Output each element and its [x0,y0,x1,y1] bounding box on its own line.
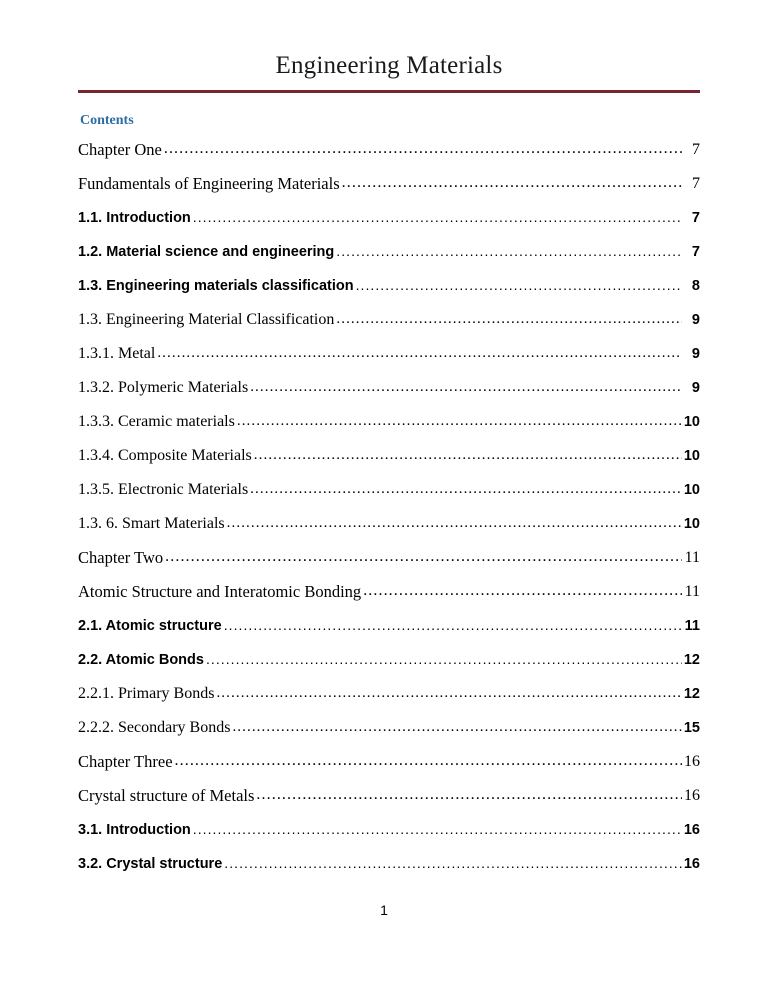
toc-entry[interactable] [78,711,700,745]
toc-entry-label: Chapter One [78,140,162,159]
toc-leader-dots [224,609,682,643]
toc-entry-label: 1.3.1. Metal [78,345,156,362]
toc-entry[interactable] [78,779,700,813]
toc-entry[interactable] [78,405,700,439]
toc-entry-page: 7 [692,141,700,158]
toc-entry[interactable] [78,303,700,337]
toc-entry[interactable] [78,473,700,507]
toc-leader-dots [224,847,682,881]
toc-leader-dots [256,779,682,813]
toc-entry-page: 16 [683,822,700,838]
toc-entry-page: 7 [691,210,700,226]
toc-entry[interactable] [78,337,700,371]
toc-entry[interactable] [78,609,700,643]
toc-leader-dots [206,643,682,677]
toc-entry[interactable] [78,133,700,167]
toc-entry-page: 11 [684,583,700,600]
toc-entry-page: 12 [683,652,700,668]
toc-leader-dots [336,235,682,269]
toc-entry[interactable] [78,643,700,677]
toc-entry[interactable] [78,575,700,609]
toc-leader-dots [254,439,682,473]
toc-leader-dots [363,575,682,609]
toc-leader-dots [175,745,682,779]
toc-entry-page: 11 [684,549,700,566]
toc-entry[interactable] [78,201,700,235]
toc-entry-label: 1.3. Engineering materials classification [78,278,354,294]
toc-leader-dots [193,813,682,847]
toc-entry-page: 16 [683,856,700,872]
toc-entry-label: 1.3. 6. Smart Materials [78,515,225,532]
toc-leader-dots [232,711,681,745]
toc-entry-page: 10 [683,516,700,532]
toc-leader-dots [157,337,682,371]
toc-entry-page: 7 [691,244,700,260]
toc-entry[interactable] [78,847,700,881]
toc-leader-dots [193,201,682,235]
toc-entry-page: 16 [684,753,700,770]
toc-entry-page: 9 [691,346,700,362]
toc-leader-dots [227,507,682,541]
toc-entry-label: 2.2. Atomic Bonds [78,652,204,668]
toc-entry-label: 2.2.2. Secondary Bonds [78,719,231,736]
toc-entry-label: Atomic Structure and Interatomic Bonding [78,582,362,601]
toc-entry-page: 16 [684,787,700,804]
toc-entry-label: 1.3.2. Polymeric Materials [78,379,249,396]
toc-entry[interactable] [78,677,700,711]
page-number: 1 [380,902,388,918]
toc-entry-label: 3.2. Crystal structure [78,856,223,872]
toc-entry-page: 10 [683,448,700,464]
toc-entry[interactable] [78,269,700,303]
toc-entry-page: 9 [691,312,700,328]
toc-entry-label: 3.1. Introduction [78,822,191,838]
page-title: Engineering Materials [275,52,503,79]
toc-entry-label: Chapter Two [78,548,164,567]
toc-entry-page: 8 [691,278,700,294]
toc-entry-label: Fundamentals of Engineering Materials [78,174,340,193]
toc-leader-dots [165,541,682,575]
toc-entry-label: 1.3.4. Composite Materials [78,447,252,464]
toc-leader-dots [336,303,682,337]
title-divider [78,90,700,93]
toc-entry[interactable] [78,235,700,269]
toc-entry-label: Chapter Three [78,752,173,771]
toc-leader-dots [250,473,682,507]
toc-leader-dots [356,269,682,303]
toc-leader-dots [216,677,681,711]
table-of-contents [78,133,700,881]
toc-entry-page: 11 [684,618,700,634]
toc-entry-page: 7 [692,175,700,192]
toc-entry-page: 15 [683,720,700,736]
toc-entry[interactable] [78,541,700,575]
toc-entry-label: 1.3.3. Ceramic materials [78,413,235,430]
toc-entry-page: 10 [683,414,700,430]
toc-entry[interactable] [78,439,700,473]
toc-entry-page: 9 [691,380,700,396]
contents-heading: Contents [80,113,134,128]
toc-entry[interactable] [78,167,700,201]
toc-entry-page: 12 [683,686,700,702]
toc-entry-page: 10 [683,482,700,498]
toc-entry-label: 1.1. Introduction [78,210,191,226]
toc-entry-label: Crystal structure of Metals [78,786,255,805]
toc-entry-label: 1.2. Material science and engineering [78,244,335,260]
toc-leader-dots [342,167,682,201]
toc-entry[interactable] [78,371,700,405]
toc-leader-dots [250,371,682,405]
toc-entry-label: 1.3. Engineering Material Classification [78,311,335,328]
toc-leader-dots [164,133,682,167]
toc-entry[interactable] [78,507,700,541]
toc-entry-label: 2.2.1. Primary Bonds [78,685,215,702]
toc-entry-label: 2.1. Atomic structure [78,618,222,634]
toc-entry-label: 1.3.5. Electronic Materials [78,481,249,498]
toc-leader-dots [237,405,682,439]
toc-entry[interactable] [78,813,700,847]
toc-entry[interactable] [78,745,700,779]
